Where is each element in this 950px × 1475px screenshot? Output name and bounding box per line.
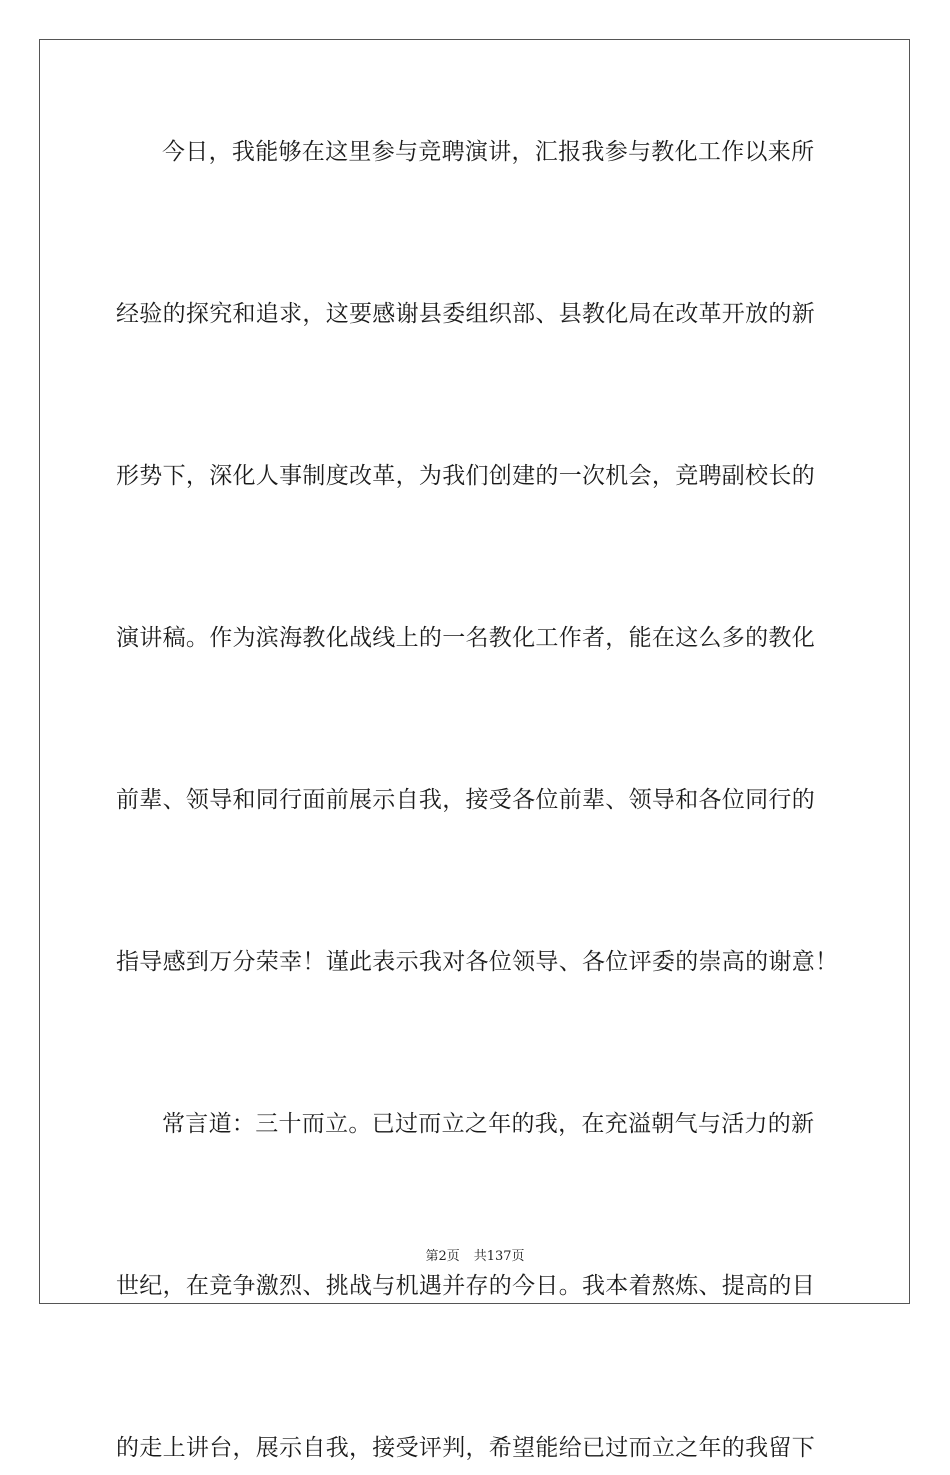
page-footer	[0, 1245, 950, 1264]
paragraph-line: 经验的探究和追求，这要感谢县委组织部、县教化局在改革开放的新	[116, 301, 815, 327]
body-text	[116, 125, 839, 1475]
paragraph-line: 演讲稿。作为滨海教化战线上的一名教化工作者，能在这么多的教化	[116, 625, 815, 651]
paragraph-line: 的走上讲台，展示自我，接受评判，希望能给已过而立之年的我留下	[116, 1435, 815, 1461]
page-number: 第2页	[425, 1249, 460, 1264]
paragraph-line: 常言道：三十而立。已过而立之年的我，在充溢朝气与活力的新	[162, 1111, 815, 1137]
paragraph-line: 形势下，深化人事制度改革，为我们创建的一次机会，竞聘副校长的	[116, 463, 815, 489]
paragraph-line: 世纪，在竞争激烈、挑战与机遇并存的今日。我本着熬炼、提高的目	[116, 1273, 815, 1299]
paragraph-line: 今日，我能够在这里参与竞聘演讲，汇报我参与教化工作以来所	[162, 139, 815, 165]
paragraph-line: 前辈、领导和同行面前展示自我，接受各位前辈、领导和各位同行的	[116, 787, 815, 813]
paragraph-line: 指导感到万分荣幸！谨此表示我对各位领导、各位评委的崇高的谢意！	[116, 949, 839, 975]
page-total: 共137页	[473, 1249, 525, 1264]
